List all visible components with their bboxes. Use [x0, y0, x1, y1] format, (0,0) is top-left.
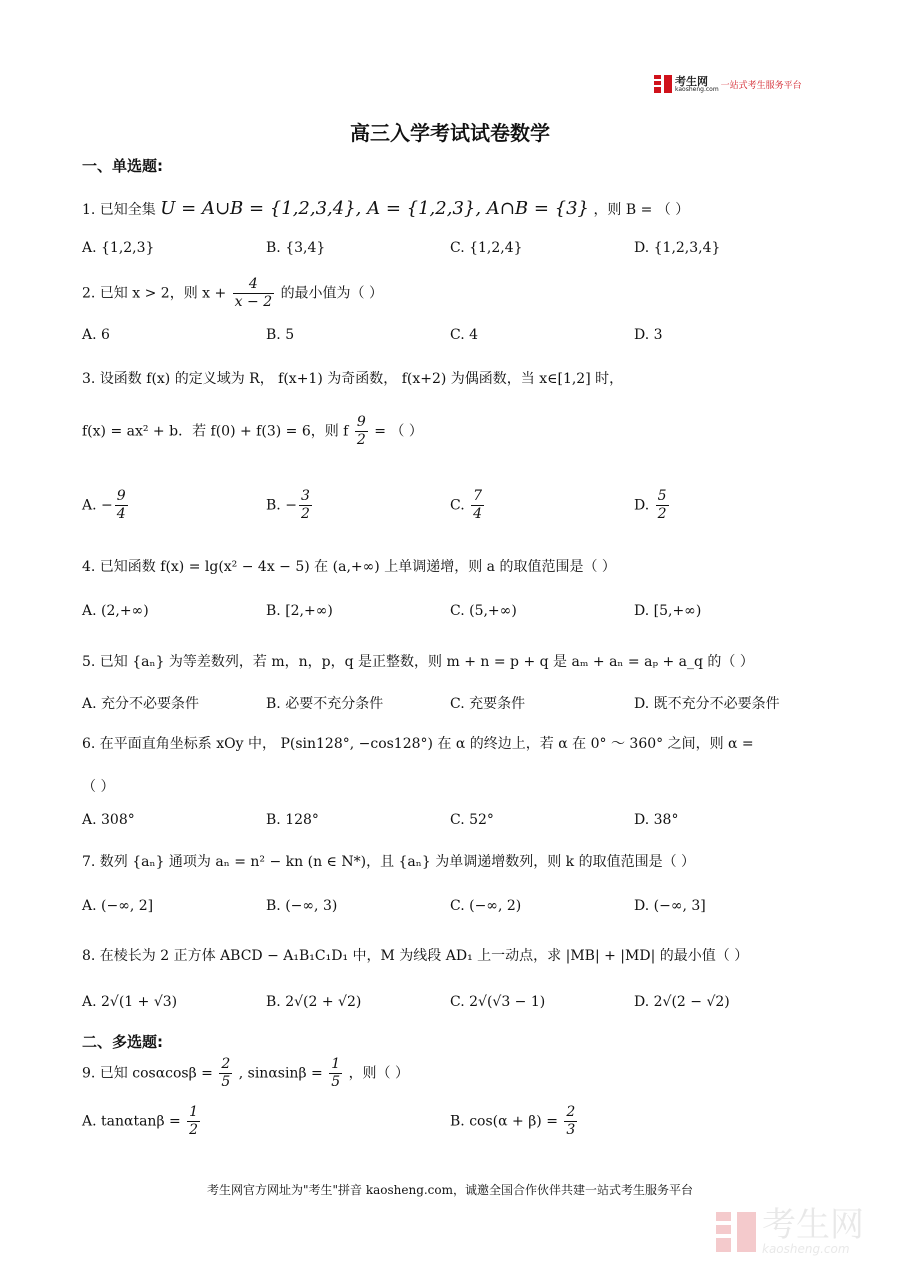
q2-numerator: 4 [233, 276, 274, 294]
q1-option-c: C. {1,2,4} [450, 240, 523, 256]
q2-option-a: A. 6 [82, 327, 110, 343]
q5-option-c: C. 充要条件 [450, 696, 526, 712]
watermark-url: kaosheng.com [762, 1242, 850, 1256]
q3-option-c: C. $\frac{7}{4}$ [450, 488, 483, 522]
q8-option-b: B. 2√(2 + √2) [266, 994, 362, 1010]
q4-option-b: B. [2,+∞) [266, 603, 333, 619]
q6-option-a: A. 308° [82, 812, 135, 828]
q5-option-a: A. 充分不必要条件 [82, 696, 200, 712]
q1-option-a: A. {1,2,3} [82, 240, 155, 256]
q2-pre: 2. 已知 x > 2，则 x + [82, 285, 227, 302]
q5-option-b: B. 必要不充分条件 [266, 696, 384, 712]
q5-option-d: D. 既不充分不必要条件 [634, 696, 780, 712]
question-3-line1: 3. 设函数 f(x) 的定义域为 R， f(x+1) 为奇函数， f(x+2) 为偶函数，当 x∈[1,2] 时， [82, 371, 624, 387]
footer-text: 考生网官方网址为"考生"拼音 kaosheng.com，诚邀全国合作伙伴共建一站式考生服务平台 [206, 1183, 694, 1197]
kaosheng-watermark-icon [716, 1212, 756, 1252]
q9-fraction-1: $\frac{2}{5}$ [221, 1056, 231, 1090]
q3-denominator: 2 [356, 432, 366, 448]
q9-option-a: A. tanαtanβ = $\frac{1}{2}$ [82, 1104, 199, 1138]
question-2 [82, 276, 383, 311]
question-7: 7. 数列 {aₙ} 通项为 aₙ = n² − kn (n ∈ N*)，且 {aₙ} 为单调递增数列，则 k 的取值范围是（ ） [82, 854, 696, 870]
q4-option-d: D. [5,+∞) [634, 603, 702, 619]
q8-option-a: A. 2√(1 + √3) [82, 994, 178, 1010]
q4-option-a: A. (2,+∞) [82, 603, 149, 619]
q2-post: 的最小值为（ ） [280, 285, 384, 302]
q2-denominator: x − 2 [234, 294, 273, 310]
q1-option-d: D. {1,2,3,4} [634, 240, 721, 256]
q2-option-d: D. 3 [634, 327, 663, 343]
q2-option-b: B. 5 [266, 327, 295, 343]
section-single-choice: 一、单选题: [82, 157, 163, 175]
q3-option-a: A. − $\frac{9}{4}$ [82, 488, 126, 522]
q4-option-c: C. (5,+∞) [450, 603, 517, 619]
question-5: 5. 已知 {aₙ} 为等差数列，若 m，n，p，q 是正整数，则 m + n = p + q 是 aₘ + aₙ = aₚ + a_q 的（ ） [82, 654, 754, 670]
q1-option-b: B. {3,4} [266, 240, 326, 256]
question-8: 8. 在棱长为 2 正方体 ABCD − A₁B₁C₁D₁ 中，M 为线段 AD₁ 上一动点，求 |MB| + |MD| 的最小值（ ） [82, 948, 749, 964]
q6-option-d: D. 38° [634, 812, 679, 828]
kaosheng-logo-icon [654, 75, 672, 93]
question-1 [82, 198, 689, 219]
q9-option-b: B. cos(α + β) = $\frac{2}{3}$ [450, 1104, 576, 1138]
q8-option-d: D. 2√(2 − √2) [634, 994, 730, 1010]
q3-line2b: = （ ） [374, 423, 423, 440]
q9-pre: 9. 已知 cosαcosβ = [82, 1065, 213, 1082]
page-title: 高三入学考试试卷数学 [350, 121, 550, 145]
q7-option-c: C. (−∞, 2) [450, 898, 522, 914]
question-3-line2 [82, 414, 423, 449]
q8-option-c: C. 2√(√3 − 1) [450, 994, 546, 1010]
q2-option-c: C. 4 [450, 327, 479, 343]
logo-url: kaosheng.com [675, 85, 719, 93]
q7-option-d: D. (−∞, 3] [634, 898, 706, 914]
q1-math: U = A∪B = {1,2,3,4}, A = {1,2,3}, A∩B = {3} [160, 198, 589, 219]
q1-pre: 1. 已知全集 [82, 202, 156, 218]
q1-post: ，则 B = （ ） [593, 202, 690, 218]
question-9 [82, 1056, 409, 1091]
q3-option-b: B. − $\frac{3}{2}$ [266, 488, 310, 522]
watermark-name: 考生网 [762, 1205, 864, 1245]
q9-post: ，则（ ） [348, 1065, 410, 1082]
q3-fraction [355, 414, 368, 449]
q6-option-c: C. 52° [450, 812, 494, 828]
header-logo [654, 74, 802, 94]
watermark [716, 1205, 864, 1256]
q3-option-d: D. $\frac{5}{2}$ [634, 488, 667, 522]
q7-option-b: B. (−∞, 3) [266, 898, 338, 914]
q2-fraction [233, 276, 274, 311]
logo-slogan: 一站式考生服务平台 [720, 80, 802, 91]
q3-numerator: 9 [356, 414, 366, 430]
logo-name: 考生网 [675, 74, 708, 88]
q6-option-b: B. 128° [266, 812, 319, 828]
q3-line2a: f(x) = ax² + b．若 f(0) + f(3) = 6，则 f [82, 423, 349, 440]
question-4: 4. 已知函数 f(x) = lg(x² − 4x − 5) 在 (a,+∞) 上单调递增，则 a 的取值范围是（ ） [82, 559, 616, 575]
q9-fraction-2: $\frac{1}{5}$ [331, 1056, 341, 1090]
q9-mid: , sinαsinβ = [238, 1065, 323, 1082]
q7-option-a: A. (−∞, 2] [82, 898, 154, 914]
question-6-line2: （ ） [82, 779, 115, 795]
question-6-line1: 6. 在平面直角坐标系 xOy 中， P(sin128°, −cos128°) 在 α 的终边上，若 α 在 0° ～ 360° 之间，则 α = [82, 736, 754, 752]
section-multi-choice: 二、多选题: [82, 1033, 163, 1051]
